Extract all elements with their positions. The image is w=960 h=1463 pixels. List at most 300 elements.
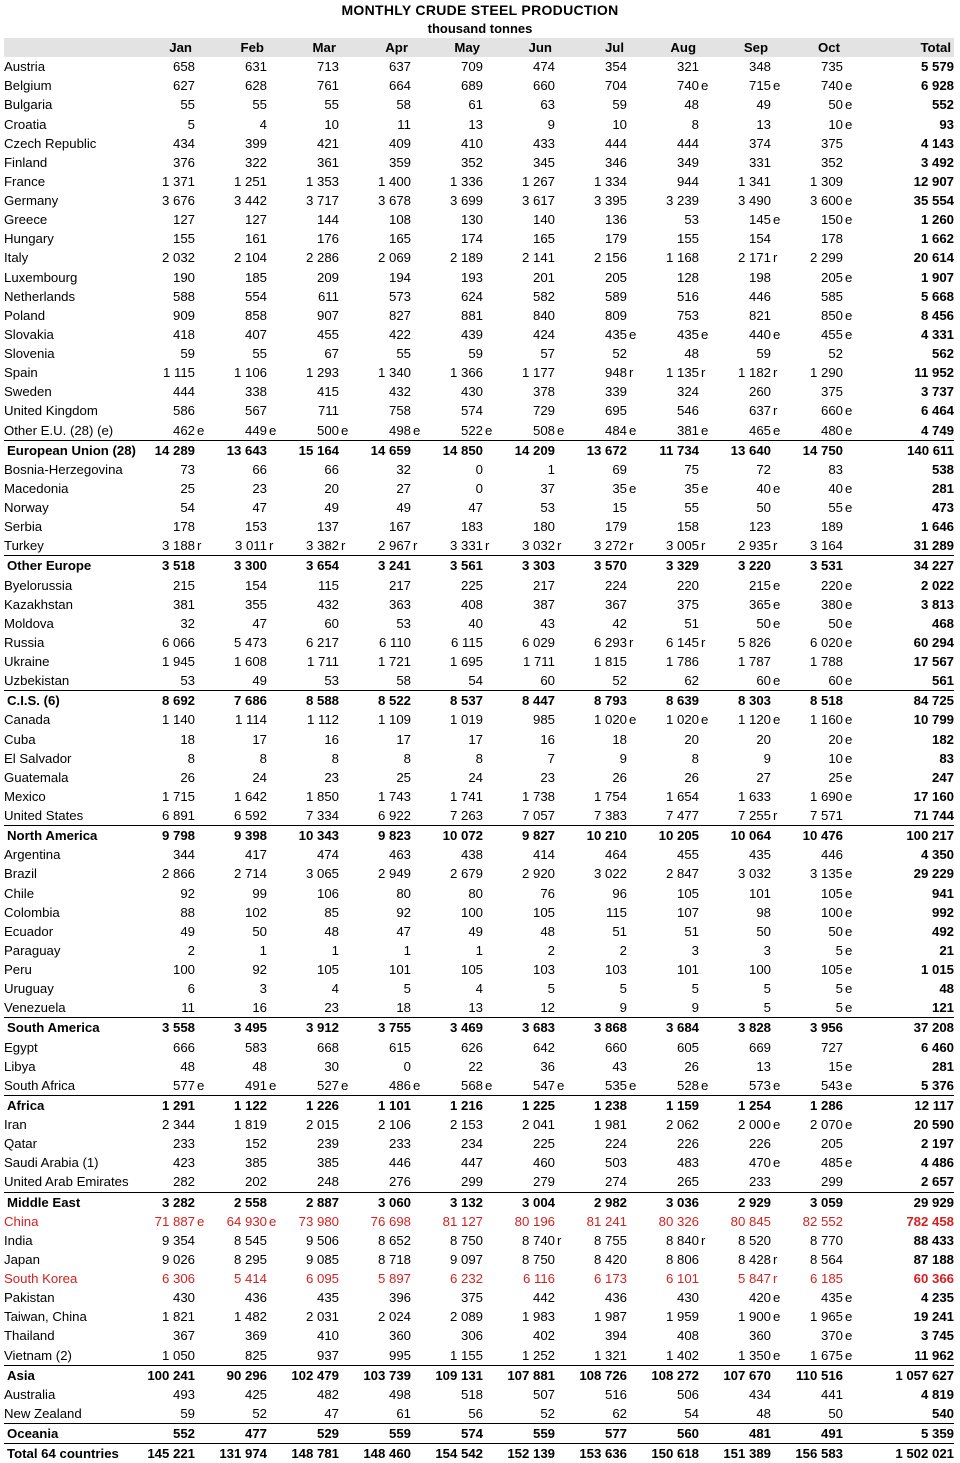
value-cell: 62 [612, 1405, 627, 1421]
value-cell: 1 114 [234, 712, 267, 728]
value-cell: 56 [468, 1405, 483, 1421]
value-cell: 9 506 [305, 1232, 339, 1248]
value-cell: 3 395 [593, 193, 627, 208]
country-cell: United States [4, 808, 84, 823]
value-cell: 2 714 [233, 866, 267, 882]
value-cell: 516 [604, 1386, 627, 1402]
value-cell: 985 [532, 712, 555, 728]
country-cell: United Arab Emirates [4, 1174, 129, 1190]
value-cell: 408 [460, 596, 483, 612]
value-cell: 1 350 e [737, 1347, 781, 1363]
value-cell: 1 155 [449, 1347, 483, 1363]
value-cell: 1 850 [305, 788, 339, 804]
value-cell: 8 639 [642, 691, 714, 711]
value-cell: 52 [828, 346, 843, 361]
value-cell: 5 414 [233, 1271, 267, 1286]
value-cell: 2 024 [377, 1309, 411, 1325]
value-cell: 25 [180, 480, 195, 496]
value-cell: 322 [244, 154, 267, 170]
value-cell: 6 922 [377, 808, 411, 823]
value-cell: 20 [324, 480, 339, 496]
value-cell: 1 135 r [665, 365, 706, 381]
value-cell: 20 [756, 731, 771, 747]
value-cell: 2 967 r [377, 538, 418, 554]
value-cell: 827 [388, 307, 411, 323]
value-cell: 2 153 [449, 1117, 483, 1132]
value-cell: 105 [532, 904, 555, 920]
country-cell: Netherlands [4, 288, 76, 304]
value-cell: 434 [748, 1386, 771, 1402]
value-cell: 96 [612, 885, 627, 901]
value-cell: 8 518 [786, 691, 858, 711]
value-cell: 7 334 [305, 808, 339, 823]
value-cell: 165 [388, 231, 411, 247]
value-cell: 1 251 [233, 173, 267, 189]
value-cell: 6 101 [665, 1271, 699, 1286]
table-row [4, 652, 954, 671]
table-row [4, 1404, 954, 1424]
value-cell: 1 721 [377, 654, 411, 669]
value-cell: 1 [259, 942, 267, 958]
value-cell: 59 [468, 346, 483, 361]
value-cell: 10 343 [282, 826, 354, 846]
value-cell: 9 [763, 750, 771, 766]
value-cell: 225 [532, 1136, 555, 1152]
value-cell: 17 [396, 731, 411, 747]
value-cell: 109 131 [426, 1365, 498, 1385]
value-cell: 5 473 [233, 634, 267, 650]
country-cell: Paraguay [4, 942, 61, 958]
value-cell: 446 [748, 288, 771, 304]
value-cell: 26 [612, 769, 627, 785]
value-cell: 909 [172, 307, 195, 323]
value-cell: 7 383 [593, 808, 627, 823]
total-cell: 281 [931, 480, 954, 496]
value-cell: 66 [324, 461, 339, 477]
table-row [4, 941, 954, 960]
value-cell: 7 571 [809, 808, 843, 823]
table-row [4, 922, 954, 941]
value-cell: 150 e [820, 212, 853, 228]
value-cell: 47 [396, 923, 411, 939]
value-cell: 49 [468, 923, 483, 939]
value-cell: 1 122 [210, 1095, 282, 1115]
table-row [4, 1307, 954, 1326]
subtotal-row [4, 440, 954, 460]
value-cell: 165 [532, 231, 555, 247]
value-cell: 50 e [828, 615, 853, 631]
value-cell: 90 296 [210, 1365, 282, 1385]
table-row [4, 421, 954, 441]
value-cell: 13 640 [714, 440, 786, 460]
value-cell: 588 [172, 288, 195, 304]
value-cell: 3 699 [449, 193, 483, 208]
value-cell: 148 781 [282, 1444, 354, 1463]
subtotal-row [4, 691, 954, 711]
total-cell: 29 929 [858, 1192, 954, 1212]
value-cell: 8 [259, 750, 267, 766]
value-cell: 8 428 r [737, 1251, 778, 1267]
value-cell: 220 [676, 577, 699, 593]
value-cell: 937 [316, 1347, 339, 1363]
total-cell: 6 928 [920, 78, 954, 94]
country-cell: Oceania [4, 1424, 138, 1444]
value-cell: 8 750 [449, 1232, 483, 1248]
value-cell: 50 [756, 923, 771, 939]
value-cell: 3 329 [642, 556, 714, 576]
value-cell: 152 139 [498, 1444, 570, 1463]
value-cell: 658 [172, 59, 195, 75]
value-cell: 60 [324, 615, 339, 631]
value-cell: 63 [540, 97, 555, 113]
value-cell: 55 [252, 346, 267, 361]
value-cell: 944 [676, 173, 699, 189]
value-cell: 105 e [820, 885, 853, 901]
value-cell: 58 [396, 673, 411, 689]
value-cell: 53 [180, 673, 195, 689]
value-cell: 5 [403, 981, 411, 997]
value-cell: 948 r [604, 365, 634, 381]
value-cell: 27 [756, 769, 771, 785]
value-cell: 81 241 [586, 1213, 627, 1229]
value-cell: 148 460 [354, 1444, 426, 1463]
value-cell: 178 [172, 519, 195, 535]
value-cell: 185 [244, 269, 267, 285]
value-cell: 155 [676, 231, 699, 247]
value-cell: 20 [684, 731, 699, 747]
country-cell: Poland [4, 307, 46, 323]
total-cell: 5 359 [858, 1424, 954, 1444]
value-cell: 224 [604, 1136, 627, 1152]
value-cell: 402 [532, 1328, 555, 1344]
value-cell: 8 [331, 750, 339, 766]
value-cell: 3 531 [786, 556, 858, 576]
header-feb: Feb [210, 38, 282, 57]
value-cell: 60 e [828, 673, 853, 689]
total-cell: 782 458 [906, 1213, 954, 1229]
total-cell: 561 [931, 673, 954, 689]
country-cell: France [4, 173, 46, 189]
total-cell: 87 188 [913, 1251, 954, 1267]
value-cell: 58 [396, 97, 411, 113]
value-cell: 1 109 [377, 712, 411, 728]
country-cell: Norway [4, 500, 49, 515]
value-cell: 14 850 [426, 440, 498, 460]
country-cell: Venezuela [4, 1000, 66, 1016]
country-cell: Byelorussia [4, 577, 73, 593]
total-cell: 468 [931, 615, 954, 631]
total-cell: 10 799 [913, 712, 954, 728]
value-cell: 98 [756, 904, 771, 920]
table-row [4, 344, 954, 363]
value-cell: 349 [676, 154, 699, 170]
value-cell: 689 [460, 78, 483, 94]
value-cell: 660 [532, 78, 555, 94]
value-cell: 279 [532, 1174, 555, 1190]
total-cell: 12 907 [913, 173, 954, 189]
value-cell: 2 847 [665, 866, 699, 882]
value-cell: 449 e [244, 422, 277, 438]
value-cell: 464 [604, 847, 627, 863]
value-cell: 11 734 [642, 440, 714, 460]
value-cell: 2 920 [521, 866, 555, 882]
value-cell: 348 [748, 59, 771, 75]
value-cell: 1 366 [449, 365, 483, 381]
value-cell: 554 [244, 288, 267, 304]
value-cell: 205 [820, 1136, 843, 1152]
value-cell: 25 e [828, 769, 853, 785]
value-cell: 5 [619, 981, 627, 997]
value-cell: 105 [316, 962, 339, 977]
value-cell: 574 [460, 403, 483, 419]
value-cell: 16 [324, 731, 339, 747]
value-cell: 410 [316, 1328, 339, 1344]
value-cell: 64 930 e [226, 1213, 277, 1229]
value-cell: 23 [252, 480, 267, 496]
value-cell: 881 [460, 307, 483, 323]
value-cell: 423 [172, 1155, 195, 1171]
value-cell: 8 420 [593, 1251, 627, 1267]
value-cell: 462 e [172, 422, 205, 438]
value-cell: 1 225 [498, 1095, 570, 1115]
value-cell: 53 [684, 212, 699, 228]
table-row [4, 1212, 954, 1231]
value-cell: 1 654 [665, 788, 699, 804]
value-cell: 71 887 e [154, 1213, 205, 1229]
value-cell: 3 241 [354, 556, 426, 576]
value-cell: 1 965 e [809, 1309, 853, 1325]
table-row [4, 787, 954, 806]
total-cell: 93 [939, 116, 954, 132]
value-cell: 137 [316, 519, 339, 535]
value-cell: 360 [748, 1328, 771, 1344]
value-cell: 80 326 [658, 1213, 699, 1229]
value-cell: 3 490 [737, 193, 771, 208]
value-cell: 55 [324, 97, 339, 113]
value-cell: 8 [691, 116, 699, 132]
value-cell: 226 [748, 1136, 771, 1152]
value-cell: 8 [475, 750, 483, 766]
value-cell: 375 [460, 1290, 483, 1306]
value-cell: 3 [763, 942, 771, 958]
table-row [4, 536, 954, 556]
value-cell: 2 929 [714, 1192, 786, 1212]
value-cell: 1 711 [306, 654, 339, 669]
value-cell: 3 135 e [809, 866, 853, 882]
value-cell: 637 [388, 59, 411, 75]
value-cell: 1 341 [737, 173, 771, 189]
country-cell: South America [4, 1018, 138, 1038]
value-cell: 49 [396, 500, 411, 515]
value-cell: 16 [540, 731, 555, 747]
value-cell: 1 226 [282, 1095, 354, 1115]
value-cell: 100 [172, 962, 195, 977]
country-cell: Ukraine [4, 654, 50, 669]
value-cell: 248 [316, 1174, 339, 1190]
value-cell: 6 095 [305, 1271, 339, 1286]
value-cell: 1 309 [809, 173, 843, 189]
country-cell: Slovakia [4, 326, 54, 342]
value-cell: 83 [828, 461, 843, 477]
country-cell: New Zealand [4, 1405, 82, 1421]
value-cell: 367 [604, 596, 627, 612]
total-cell: 992 [931, 904, 954, 920]
value-cell: 727 [820, 1039, 843, 1055]
value-cell: 217 [532, 577, 555, 593]
value-cell: 444 [604, 135, 627, 151]
table-row [4, 671, 954, 691]
value-cell: 1 675 e [809, 1347, 853, 1363]
value-cell: 3 300 [210, 556, 282, 576]
value-cell: 22 [468, 1058, 483, 1074]
value-cell: 99 [252, 885, 267, 901]
value-cell: 1 106 [233, 365, 267, 381]
value-cell: 1 115 [162, 365, 195, 381]
value-cell: 69 [612, 461, 627, 477]
value-cell: 547 e [532, 1077, 565, 1093]
value-cell: 193 [460, 269, 483, 285]
country-cell: Sweden [4, 384, 52, 400]
value-cell: 265 [676, 1174, 699, 1190]
value-cell: 108 726 [570, 1365, 642, 1385]
value-cell: 152 [244, 1136, 267, 1152]
value-cell: 17 [468, 731, 483, 747]
value-cell: 408 [676, 1328, 699, 1344]
table-row [4, 172, 954, 191]
value-cell: 14 659 [354, 440, 426, 460]
total-cell: 35 554 [913, 193, 954, 208]
value-cell: 352 [460, 154, 483, 170]
value-cell: 444 [676, 135, 699, 151]
value-cell: 1 159 [642, 1095, 714, 1115]
value-cell: 4 [259, 116, 267, 132]
country-cell: Belgium [4, 78, 52, 94]
value-cell: 8 740 r [521, 1232, 562, 1248]
value-cell: 9 097 [449, 1251, 483, 1267]
value-cell: 381 e [676, 422, 709, 438]
table-row [4, 1288, 954, 1307]
value-cell: 907 [316, 307, 339, 323]
value-cell: 49 [324, 500, 339, 515]
value-cell: 48 [756, 1405, 771, 1421]
value-cell: 10 064 [714, 826, 786, 846]
value-cell: 276 [388, 1174, 411, 1190]
value-cell: 666 [172, 1039, 195, 1055]
total-cell: 4 486 [920, 1155, 954, 1171]
value-cell: 8 755 [593, 1232, 627, 1248]
value-cell: 62 [684, 673, 699, 689]
value-cell: 6 115 [450, 634, 483, 650]
value-cell: 61 [468, 97, 483, 113]
value-cell: 47 [468, 500, 483, 515]
total-cell: 5 376 [920, 1077, 954, 1093]
value-cell: 53 [396, 615, 411, 631]
value-cell: 586 [172, 403, 195, 419]
value-cell: 460 [532, 1155, 555, 1171]
value-cell: 729 [532, 403, 555, 419]
table-row [4, 229, 954, 248]
value-cell: 107 881 [498, 1365, 570, 1385]
value-cell: 81 127 [442, 1213, 483, 1229]
value-cell: 491 e [244, 1077, 277, 1093]
value-cell: 498 [388, 1386, 411, 1402]
total-cell: 3 737 [920, 384, 954, 400]
value-cell: 3 561 [426, 556, 498, 576]
value-cell: 1 353 [305, 173, 339, 189]
country-cell: Austria [4, 59, 46, 75]
total-cell: 29 229 [913, 866, 954, 882]
total-cell: 5 579 [920, 59, 954, 75]
value-cell: 40 e [756, 480, 781, 496]
value-cell: 3 558 [138, 1018, 210, 1038]
country-cell: Argentina [4, 847, 61, 863]
country-cell: Qatar [4, 1136, 37, 1152]
value-cell: 1 987 [593, 1309, 627, 1325]
value-cell: 36 [540, 1058, 555, 1074]
value-cell: 92 [252, 962, 267, 977]
value-cell: 9 [547, 116, 555, 132]
value-cell: 100 [748, 962, 771, 977]
value-cell: 463 [388, 847, 411, 863]
country-cell: Uruguay [4, 981, 54, 997]
value-cell: 3 065 [305, 866, 339, 882]
country-cell: China [4, 1213, 39, 1229]
value-cell: 59 [180, 1405, 195, 1421]
header-mar: Mar [282, 38, 354, 57]
value-cell: 130 [460, 212, 483, 228]
value-cell: 626 [460, 1039, 483, 1055]
value-cell: 439 [460, 326, 483, 342]
value-cell: 20 e [828, 731, 853, 747]
value-cell: 140 [532, 212, 555, 228]
value-cell: 435 e [820, 1290, 853, 1306]
value-cell: 75 [684, 461, 699, 477]
value-cell: 43 [540, 615, 555, 631]
value-cell: 15 [612, 500, 627, 515]
total-cell: 6 460 [920, 1039, 954, 1055]
value-cell: 48 [684, 97, 699, 113]
value-cell: 3 717 [305, 193, 339, 208]
table-row [4, 576, 954, 595]
value-cell: 3 188 r [161, 538, 202, 554]
value-cell: 432 [316, 596, 339, 612]
table-row [4, 1269, 954, 1288]
value-cell: 18 [612, 731, 627, 747]
value-cell: 85 [324, 904, 339, 920]
value-cell: 559 [498, 1424, 570, 1444]
value-cell: 529 [282, 1424, 354, 1444]
value-cell: 2 299 [809, 250, 843, 266]
value-cell: 3 684 [642, 1018, 714, 1038]
value-cell: 178 [820, 231, 843, 247]
value-cell: 573 [388, 288, 411, 304]
value-cell: 32 [396, 461, 411, 477]
value-cell: 486 e [388, 1077, 421, 1093]
value-cell: 6 891 [161, 808, 195, 823]
value-cell: 1 788 [809, 654, 843, 669]
value-cell: 615 [388, 1039, 411, 1055]
value-cell: 2 887 [282, 1192, 354, 1212]
value-cell: 2 141 [521, 250, 555, 266]
total-cell: 1 015 [920, 962, 954, 977]
value-cell: 2 062 [665, 1117, 699, 1132]
country-cell: Croatia [4, 116, 47, 132]
value-cell: 321 [676, 59, 699, 75]
country-cell: Other E.U. (28) (e) [4, 422, 114, 438]
value-cell: 8 [187, 750, 195, 766]
value-cell: 528 e [676, 1077, 709, 1093]
value-cell: 107 670 [714, 1365, 786, 1385]
